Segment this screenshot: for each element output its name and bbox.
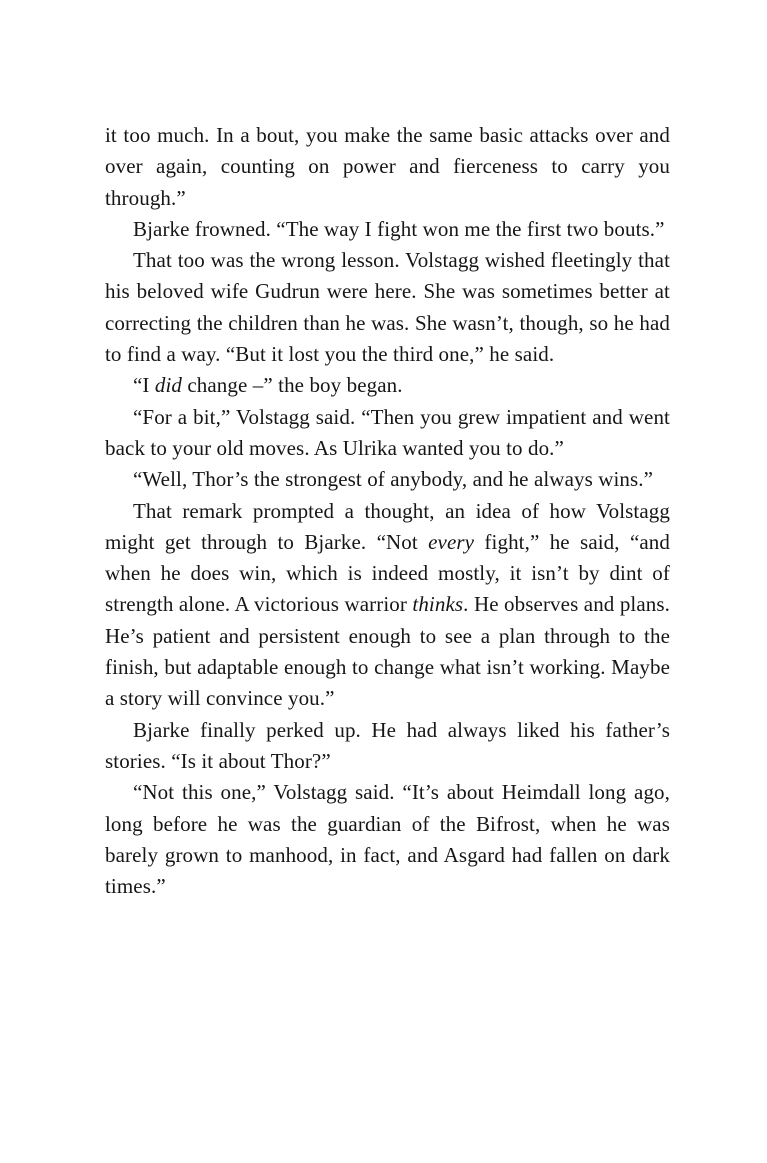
paragraph xyxy=(105,715,670,778)
paragraph xyxy=(105,120,670,214)
paragraph xyxy=(105,214,670,245)
text-run: Bjarke frowned. “The way I fight won me the first two bouts.” xyxy=(133,216,665,241)
text-run: change –” the boy began. xyxy=(182,373,403,398)
text-run: That too was the wrong lesson. Volstagg wished fleetingly that his beloved wife Gudrun were here. She was sometimes better at correcting the children than he was. She wasn’t, though, so he had to find a way. “But it lost you the third one,” he said. xyxy=(105,248,670,367)
paragraph xyxy=(105,370,670,401)
text-run: Bjarke finally perked up. He had always liked his father’s stories. “Is it about Thor?” xyxy=(105,717,670,773)
paragraph xyxy=(105,496,670,715)
paragraph xyxy=(105,777,670,902)
text-run: it too much. In a bout, you make the same basic attacks over and over again, counting on power and fierceness to carry you through.” xyxy=(105,123,670,210)
text-column xyxy=(105,120,670,902)
text-run: “Not this one,” Volstagg said. “It’s about Heimdall long ago, long before he was the guardian of the Bifrost, when he was barely grown to manhood, in fact, and Asgard had fallen on dark times.” xyxy=(105,780,670,899)
text-run: That remark prompted a thought, an idea of how Volstagg might get through to Bjarke. “Not xyxy=(105,498,670,554)
text-run: “I xyxy=(133,373,155,398)
italic-text-run: every xyxy=(428,529,475,554)
paragraph xyxy=(105,402,670,465)
text-run: “For a bit,” Volstagg said. “Then you grew impatient and went back to your old moves. As Ulrika wanted you to do.” xyxy=(105,404,670,460)
italic-text-run: thinks xyxy=(412,592,464,617)
paragraph xyxy=(105,464,670,495)
paragraph xyxy=(105,245,670,370)
italic-text-run: did xyxy=(154,373,183,398)
text-run: “Well, Thor’s the strongest of anybody, and he always wins.” xyxy=(133,467,654,492)
text-run: . He observes and plans. He’s patient and persistent enough to see a plan through to the finish, but adaptable enough to change what isn’t working. Maybe a story will convince you.” xyxy=(105,592,670,711)
text-run: fight,” he said, “and when he does win, which is indeed mostly, it isn’t by dint of strength alone. A victorious warrior xyxy=(105,529,670,617)
